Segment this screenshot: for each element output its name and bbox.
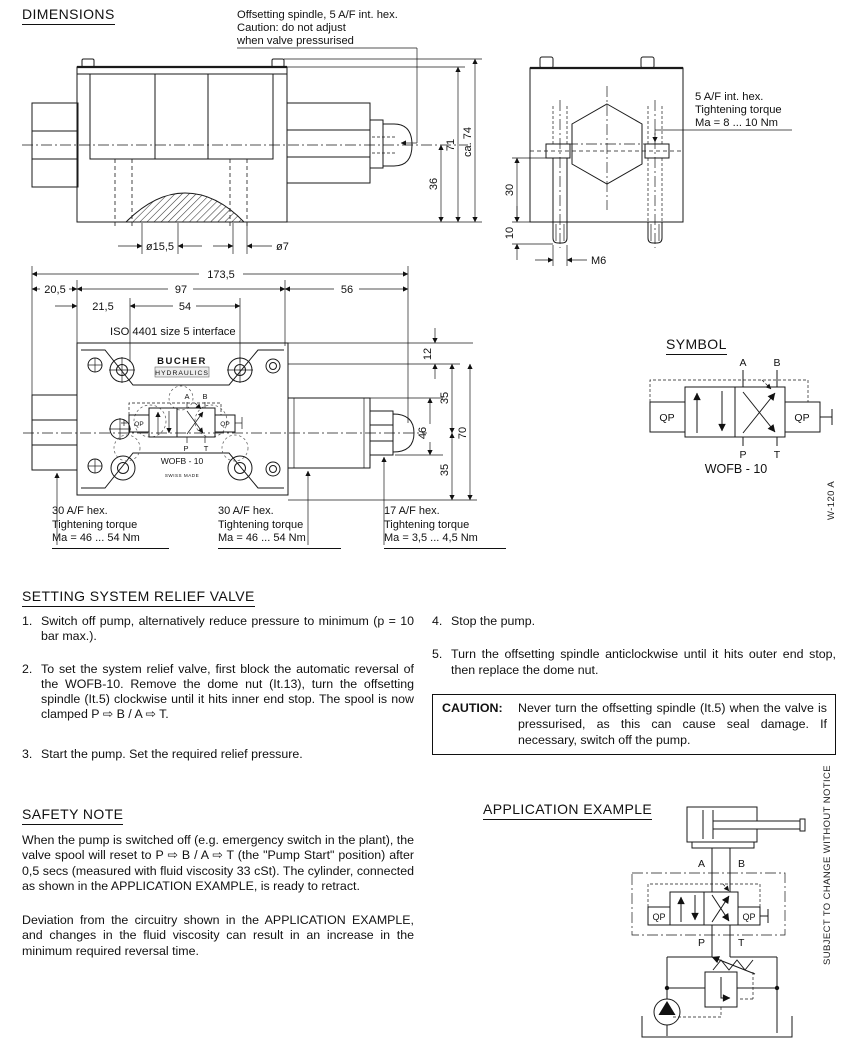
dim-30: 30	[504, 183, 516, 197]
symbol-heading: SYMBOL	[666, 336, 727, 355]
dim-70: 70	[457, 426, 469, 440]
caution-text: Never turn the offsetting spindle (It.5) when the valve is pressurised, as this can cause seal damage. If necessary, switch off the pump.	[518, 700, 827, 747]
face-model-label: WOFB - 10	[160, 456, 204, 466]
symbol-port-t-label: T	[773, 449, 781, 461]
symbol-qp-right-label: QP	[794, 412, 810, 424]
symbol-port-b-label: B	[773, 357, 781, 369]
hex-callout-line3: Ma = 8 ... 10 Nm	[695, 117, 779, 129]
setting-step-3: 3. Start the pump. Set the required relief pressure.	[22, 746, 303, 761]
safety-heading: SAFETY NOTE	[22, 806, 123, 825]
dimensions-heading: DIMENSIONS	[22, 6, 115, 25]
dim-54: 54	[178, 301, 192, 313]
app-port-t-label: T	[738, 937, 745, 949]
app-port-a-label: A	[697, 858, 705, 870]
symbol-port-a-label: A	[739, 357, 747, 369]
application-heading: APPLICATION EXAMPLE	[483, 801, 652, 820]
symbol-port-p-label: P	[739, 449, 747, 461]
dim-m6: M6	[591, 255, 607, 267]
face-port-t-label: T	[203, 444, 209, 453]
side-view-drawing	[20, 2, 500, 258]
setting-step-2: 2. To set the system relief valve, first block the automatic reversal of the WOFB-10. Remove the dome nut (It.13), turn the offsetting spindle (It.5) clockwise until it hits inner end stop. The spool is now clamped P ⇨ B / A ⇨ T.	[22, 661, 414, 722]
hex-callout-line2: Tightening torque	[695, 104, 782, 116]
offsetting-spindle-callout-line1: Offsetting spindle, 5 A/F int. hex.	[237, 9, 398, 21]
symbol-model-label: WOFB - 10	[704, 462, 768, 476]
dim-35-bottom: 35	[439, 463, 451, 477]
dim-hole-15-5: ø15,5	[145, 241, 175, 253]
caution-box	[432, 694, 836, 755]
offsetting-spindle-callout-line2: Caution: do not adjust	[237, 22, 346, 34]
app-port-p-label: P	[697, 937, 705, 949]
offsetting-spindle-callout-line3: when valve pressurised	[237, 35, 354, 47]
dim-20-5: 20,5	[44, 284, 66, 296]
safety-para-1: When the pump is switched off (e.g. emergency switch in the plant), the valve spool will reset to P ⇨ B / A ⇨ T (the "Pump Start" position) after 0,5 secs (measured with fluid viscosity 33 cSt). The cylinder, connected as shown in the APPLICATION EXAMPLE, is ready to retract.	[22, 833, 414, 893]
app-qp-left-label: QP	[652, 912, 666, 922]
dim-71: 71	[445, 138, 457, 152]
face-swiss-made-label: SWISS MADE	[164, 473, 200, 478]
dim-46: 46	[417, 426, 429, 440]
dim-35-top: 35	[439, 391, 451, 405]
torque-label-cartridge-hex: 30 A/F hex. Tightening torque Ma = 46 ... 54 Nm	[218, 505, 341, 549]
caution-label: CAUTION:	[442, 700, 503, 715]
torque-label-left-hex: 30 A/F hex. Tightening torque Ma = 46 ... 54 Nm	[52, 505, 169, 549]
face-qp-right-label: QP	[220, 421, 230, 428]
app-qp-right-label: QP	[742, 912, 756, 922]
face-port-p-label: P	[183, 444, 189, 453]
setting-step-4: 4. Stop the pump.	[432, 614, 536, 628]
hex-callout-line1: 5 A/F int. hex.	[695, 91, 764, 103]
torque-label-dome-nut-hex: 17 A/F hex. Tightening torque Ma = 3,5 ... 4,5 Nm	[384, 505, 506, 549]
face-qp-left-label: QP	[134, 421, 144, 428]
safety-text	[22, 833, 414, 959]
dim-10: 10	[504, 226, 516, 240]
brand-logo-bucher: BUCHER	[157, 356, 207, 367]
setting-steps-left	[22, 614, 414, 762]
dim-56: 56	[340, 284, 354, 296]
dim-21-5: 21,5	[92, 301, 114, 313]
face-port-a-label: A	[184, 392, 190, 401]
app-port-b-label: B	[738, 858, 746, 870]
setting-steps-right	[432, 614, 836, 755]
safety-para-2: Deviation from the circuitry shown in the APPLICATION EXAMPLE, and changes in the fluid viscosity can result in an increase in the minimum required reversal time.	[22, 913, 414, 958]
side-note: SUBJECT TO CHANGE WITHOUT NOTICE	[822, 764, 833, 965]
setting-heading: SETTING SYSTEM RELIEF VALVE	[22, 588, 255, 607]
setting-step-1: 1. Switch off pump, alternatively reduce pressure to minimum (p = 10 bar max.).	[22, 614, 414, 644]
application-example-drawing	[555, 795, 847, 1047]
symbol-drawing	[640, 354, 840, 476]
setting-step-5: 5. Turn the offsetting spindle anticlockwise until it hits outer end stop, then replace the dome nut.	[432, 647, 836, 677]
dim-36: 36	[428, 177, 440, 191]
dim-hole-7: ø7	[276, 241, 289, 253]
dim-ca-74: ca. 74	[462, 127, 474, 157]
face-port-b-label: B	[202, 392, 208, 401]
end-view-drawing	[490, 42, 850, 272]
dim-12: 12	[422, 347, 434, 361]
dim-97: 97	[174, 284, 188, 296]
brand-logo-hydraulics: HYDRAULICS	[155, 370, 209, 377]
doc-code: W-120 A	[826, 480, 837, 520]
iso-interface-label: ISO 4401 size 5 interface	[110, 326, 236, 338]
dim-173-5: 173,5	[207, 269, 235, 281]
symbol-qp-left-label: QP	[659, 412, 675, 424]
